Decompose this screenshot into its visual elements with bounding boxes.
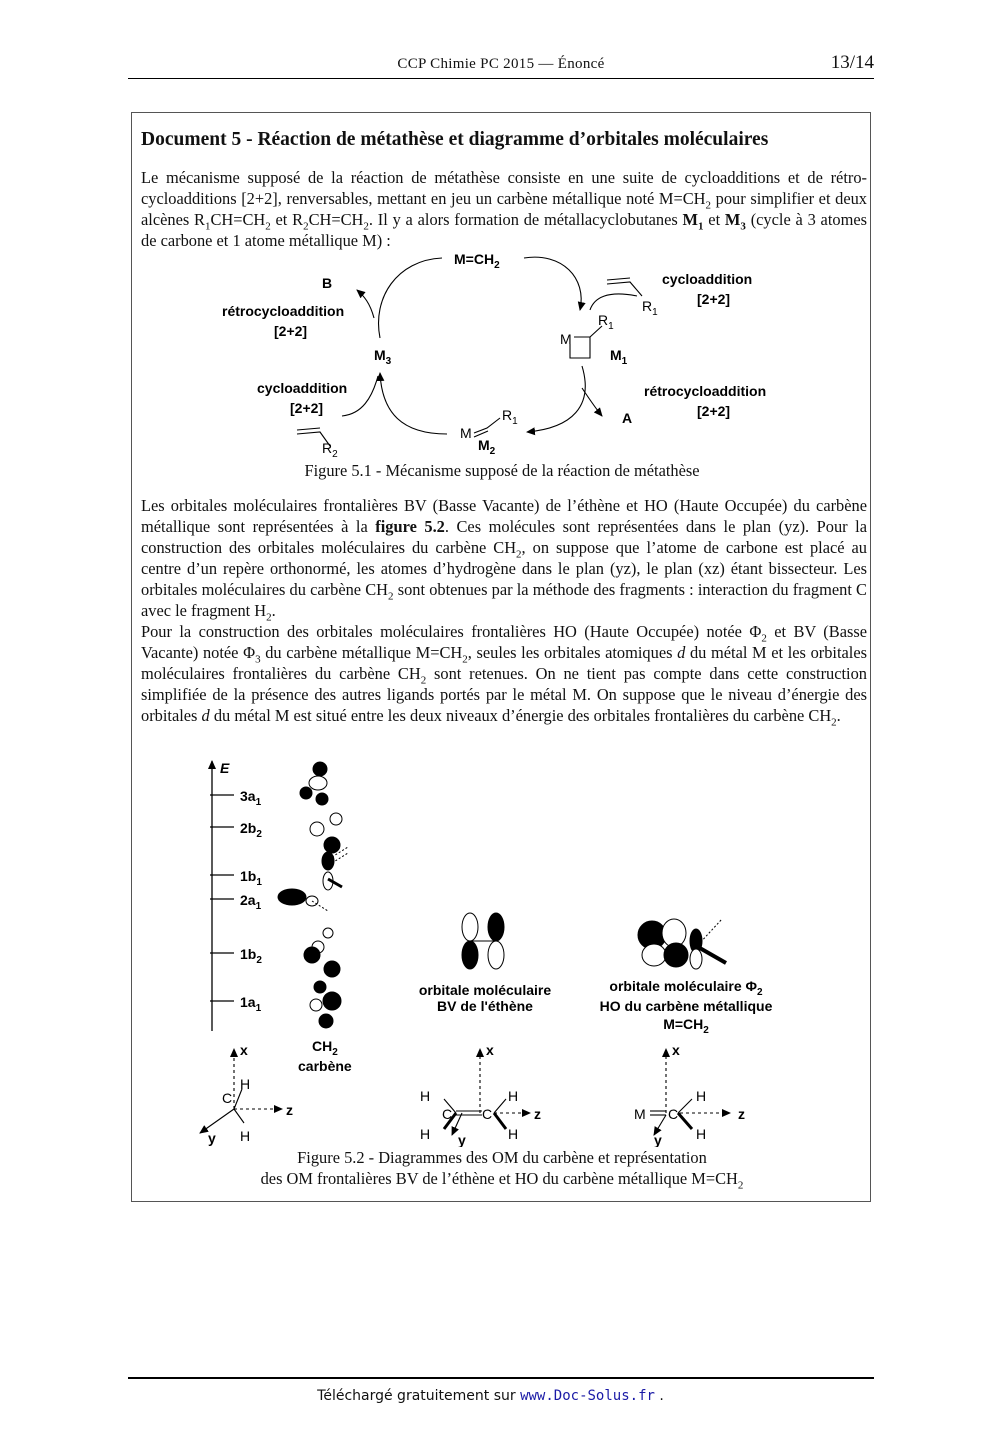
carbene-axis-z: z <box>738 1106 745 1122</box>
label-m2: $M_2$ <box>478 437 496 457</box>
carbene-label: carbène <box>298 1058 352 1074</box>
ethene-axis-y: y <box>458 1132 466 1147</box>
metal-carbene-ho-orbital <box>638 919 726 969</box>
metathesis-mechanism-figure <box>202 248 822 458</box>
ho-label-2: HO du carbène métallique <box>599 998 773 1014</box>
ch2-axis-z: z <box>286 1102 293 1118</box>
ho-label-1: orbitale moléculaire $\Phi_2$ <box>609 978 763 998</box>
label-bracket-left: [2+2] <box>274 323 308 339</box>
label-bracket-right2: [2+2] <box>697 403 731 419</box>
level-1b1: $1b_1$ <box>240 868 262 888</box>
label-retro-right: rétrocycloaddition <box>644 383 767 399</box>
level-1a1: $1a_1$ <box>240 994 262 1014</box>
ethene-atom-h2: H <box>420 1126 431 1142</box>
ethene-atom-c2: C <box>482 1106 493 1122</box>
label-m1: $M_1$ <box>610 347 628 367</box>
page-number: 13/14 <box>830 52 874 73</box>
label-bracket-left2: [2+2] <box>290 400 324 416</box>
level-3a1: $3a_1$ <box>240 788 262 808</box>
label-b: B <box>322 275 333 291</box>
label-m-bottom: M <box>460 425 472 441</box>
label-mch2-top: $M=CH_2$ <box>454 251 500 271</box>
label-r2: $R_2$ <box>322 440 338 458</box>
level-2a1: $2a_1$ <box>240 892 262 912</box>
footer: Téléchargé gratuitement sur www.Doc-Solus.fr . <box>317 1388 664 1404</box>
figure2-caption-line2: des OM frontalières BV de l’éthène et HO du carbène métallique $M=CH_2$ <box>260 1169 744 1192</box>
carbene-atom-h2: H <box>696 1126 707 1142</box>
ch2-label: $CH_2$ <box>312 1038 338 1058</box>
figure2-caption-line1: Figure 5.2 - Diagrammes des OM du carbène et représentation <box>297 1148 707 1167</box>
label-retro-left: rétrocycloaddition <box>222 303 345 319</box>
label-bracket-right: [2+2] <box>697 291 731 307</box>
intro-paragraph: Le mécanisme supposé de la réaction de métathèse consiste en une suite de cycloadditions et de rétro-cycloadditions [2+2], renversables, mettant en jeu un carbène métallique noté $M=CH_2$ pour simplifier et deux alcènes $R_1CH=CH_2$ et $R_2CH=CH_2$. Il y a alors formation de métallacyclobutanes $M_1$ et $M_3$ (cycle à 3 atomes de carbone et 1 atome métallique M) : <box>141 168 867 250</box>
bv-label-1: orbitale moléculaire <box>418 982 552 998</box>
bv-label-2: BV de l'éthène <box>437 998 533 1014</box>
ho-label-3: $M=CH_2$ <box>663 1016 709 1036</box>
ethene-atom-c1: C <box>442 1106 453 1122</box>
ch2-orbital-drawings <box>278 762 348 1028</box>
ch2-atom-h1: H <box>240 1076 251 1092</box>
paragraph-2: Les orbitales moléculaires frontalières BV (Basse Vacante) de l’éthène et HO (Haute Occupée) du carbène métallique sont représentées à la figure 5.2. Ces molécules sont représentées dans le plan (yz). Pour la construction des orbitales moléculaires du carbène $CH_2$, on suppose que l’atome de carbone est placé au centre d’un repère orthonormé, les atomes d’hydrogène dans le plan (yz), le plan (xz) étant bissecteur. Les orbitales moléculaires du carbène $CH_2$ sont obtenues par la méthode des fragments : interaction du fragment C avec le fragment $H_2$. <box>141 496 867 624</box>
carbene-axis-y: y <box>654 1132 662 1147</box>
doc-solus-link[interactable]: www.Doc-Solus.fr <box>520 1388 655 1404</box>
label-r1-ring: $R_1$ <box>598 312 614 332</box>
ch2-atom-h2: H <box>240 1128 251 1144</box>
label-cyclo-right: cycloaddition <box>662 271 753 287</box>
carbene-atom-c: C <box>668 1106 679 1122</box>
document-title: Document 5 - Réaction de métathèse et diagramme d’orbitales moléculaires <box>141 129 769 150</box>
label-a: A <box>622 410 633 426</box>
footer-rule <box>128 1377 874 1379</box>
energy-axis-label: E <box>220 760 230 776</box>
label-m-ring: M <box>560 331 572 347</box>
label-r1-bottom: $R_1$ <box>502 407 518 427</box>
level-2b2: $2b_2$ <box>240 820 262 840</box>
page-header <box>128 52 874 79</box>
ethene-atom-h1: H <box>420 1088 431 1104</box>
paragraph-3: Pour la construction des orbitales moléculaires frontalières HO (Haute Occupée) notée $\Phi_2$ et BV (Basse Vacante) notée $\Phi_3$ du carbène métallique $M=CH_2$, seules les orbitales atomiques d du métal M et les orbitales moléculaires frontalières du carbène $CH_2$ sont retenues. On ne tient pas compte dans cette construction simplifiée de la présence des autres ligands portés par le métal M. On suppose que le niveau d’énergie des orbitales d du métal M est situé entre les deux niveaux d’énergie des orbitales frontalières du carbène $CH_2$. <box>141 622 868 729</box>
carbene-atom-m: M <box>634 1106 646 1122</box>
ch2-axis-y: y <box>208 1130 216 1146</box>
level-1b2: $1b_2$ <box>240 946 262 966</box>
figure1-caption: Figure 5.1 - Mécanisme supposé de la réaction de métathèse <box>304 461 700 480</box>
ethene-bv-orbital <box>462 913 504 969</box>
ch2-axis-x: x <box>240 1042 248 1058</box>
label-r1-alkene: $R_1$ <box>642 298 658 318</box>
document-box <box>131 112 871 1202</box>
label-cyclo-left: cycloaddition <box>257 380 348 396</box>
header-title: CCP Chimie PC 2015 — Énoncé <box>397 56 605 72</box>
carbene-atom-h1: H <box>696 1088 707 1104</box>
carbene-axis-x: x <box>672 1042 680 1058</box>
ethene-atom-h4: H <box>508 1126 519 1142</box>
ethene-axis-z: z <box>534 1106 541 1122</box>
orbital-diagram-figure <box>182 749 822 1147</box>
ch2-atom-c: C <box>222 1090 233 1106</box>
label-m3: $M_3$ <box>374 347 392 367</box>
ethene-axis-x: x <box>486 1042 494 1058</box>
ethene-atom-h3: H <box>508 1088 519 1104</box>
